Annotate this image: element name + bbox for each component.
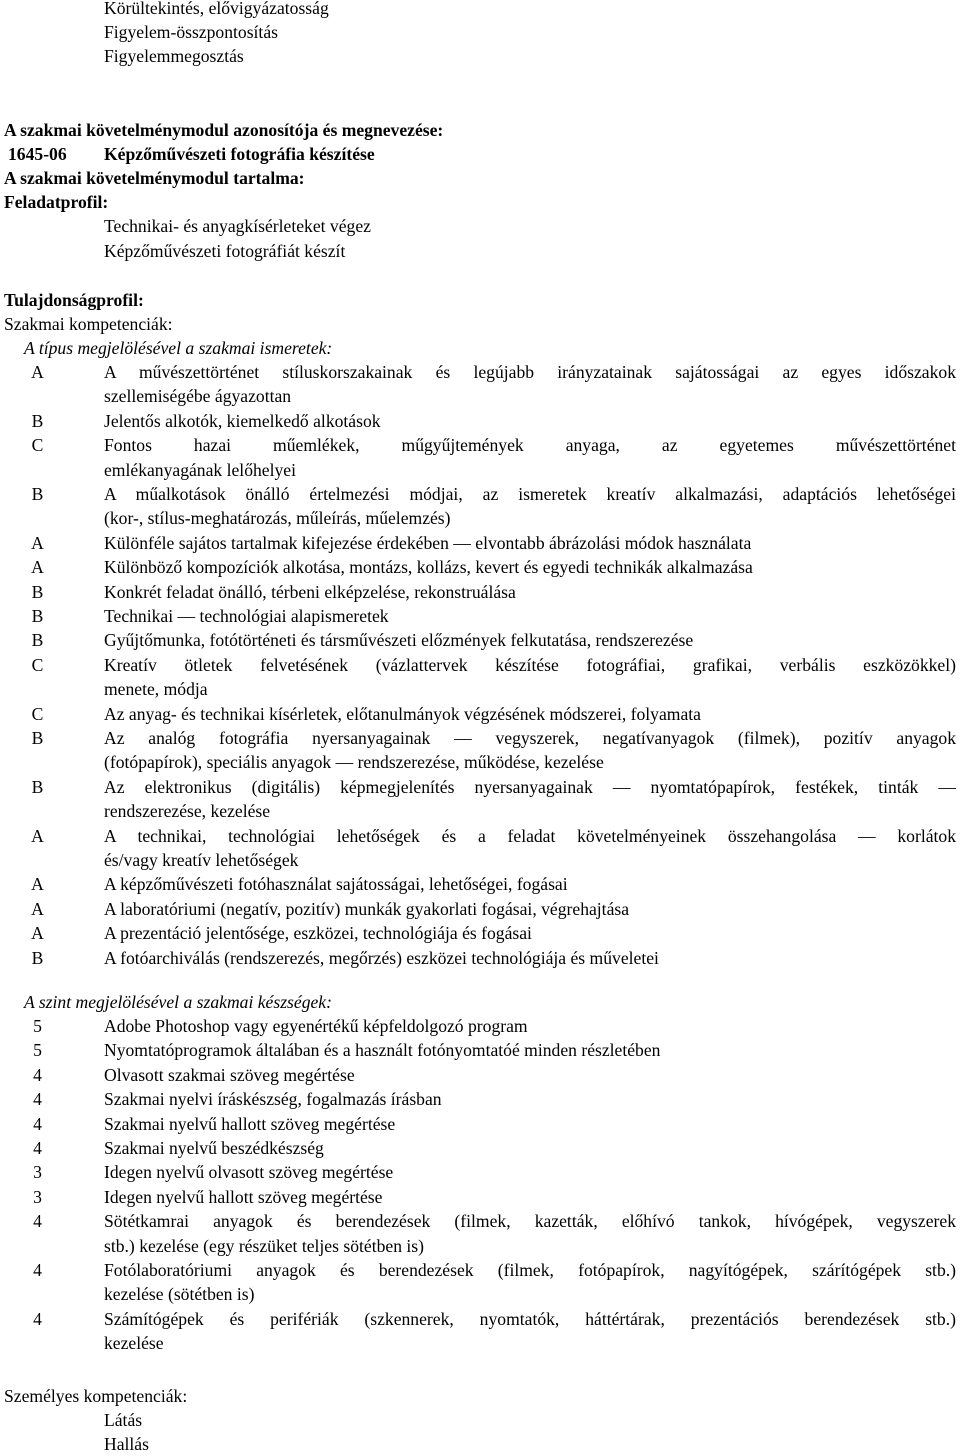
task-profile-item: Képzőművészeti fotográfiát készít [104,241,346,261]
top-list-item: Figyelem-összpontosítás [104,22,278,42]
knowledge-item-code: C [31,654,44,675]
personal-competency-item: Hallás [104,1434,149,1454]
knowledge-item-text-continued: emlékanyagának lelőhelyei [104,459,296,480]
skill-item-code: 4 [33,1138,42,1158]
knowledge-item-text: Az elektronikus (digitális) képmegjelenítés nyersanyagainak — nyomtatópapírok, festékek, tinták — [104,776,956,797]
knowledge-item-text: Különféle sajátos tartalmak kifejezése érdekében — elvontabb ábrázolási módok használata [104,532,752,553]
knowledge-item-code: B [31,484,44,504]
knowledge-item-code: A [31,557,44,578]
knowledge-item-code: A [31,362,44,382]
skill-item-text-continued: kezelése (sötétben is) [104,1284,255,1305]
skill-item-text: Fotólaboratóriumi anyagok és berendezések (filmek, fotópapírok, nagyítógépek, szárítógépek stb.) [104,1260,956,1280]
skill-item-code: 4 [33,1089,42,1110]
skill-item-text-continued: kezelése [104,1333,164,1354]
property-profile-heading: Tulajdonságprofil: [4,290,144,310]
module-id-name: Képzőművészeti fotográfia készítése [104,144,375,164]
skill-item-text: Szakmai nyelvi íráskészség, fogalmazás írásban [104,1089,442,1110]
knowledge-item-text: Különböző kompozíciók alkotása, montázs, kollázs, kevert és egyedi technikák alkalmazása [104,557,753,578]
task-profile-item: Technikai- és anyagkísérleteket végez [104,216,371,236]
knowledge-item-text-continued: (fotópapírok), speciális anyagok — rendszerezése, működése, kezelése [104,752,604,773]
knowledge-item-text-continued: és/vagy kreatív lehetőségek [104,849,299,870]
skill-item-code: 4 [33,1308,42,1329]
knowledge-item-code: B [31,776,44,797]
knowledge-item-text: Az analóg fotográfia nyersanyagainak — vegyszerek, negatívanyagok (filmek), pozitív anyagok [104,728,956,748]
knowledge-item-code: A [31,898,44,919]
knowledge-item-code: C [31,703,44,724]
skill-item-text: Szakmai nyelvű beszédkészség [104,1138,324,1158]
skill-item-code: 5 [33,1040,42,1061]
skill-item-text: Idegen nyelvű hallott szöveg megértése [104,1186,383,1207]
skill-item-text-continued: stb.) kezelése (egy részüket teljes sötétben is) [104,1235,424,1256]
skill-item-text: Szakmai nyelvű hallott szöveg megértése [104,1113,396,1134]
knowledge-item-text: Az anyag- és technikai kísérletek, előtanulmányok végzésének módszerei, folyamata [104,703,701,724]
knowledge-item-text: A fotóarchiválás (rendszerezés, megőrzés) eszközei technológiája és műveletei [104,947,659,968]
task-profile-heading: Feladatprofil: [4,192,109,212]
knowledge-item-code: B [31,728,44,748]
knowledge-item-text: A művészettörténet stíluskorszakainak és legújabb irányzatainak sajátosságai az egyes időszakok [104,362,956,382]
skill-item-code: 4 [33,1260,42,1280]
knowledge-item-text: A műalkotások önálló értelmezési módjai, az ismeretek kreatív alkalmazási, adaptációs lehetőségei [104,484,956,504]
skill-item-code: 3 [33,1162,42,1183]
skills-heading: A szint megjelölésével a szakmai készségek: [24,992,332,1012]
skill-item-text: Idegen nyelvű olvasott szöveg megértése [104,1162,394,1183]
knowledge-item-text-continued: szellemiségébe ágyazottan [104,386,292,407]
top-list-item: Figyelemmegosztás [104,46,244,66]
knowledge-item-code: B [31,630,44,651]
knowledge-item-code: B [31,410,44,431]
top-list-item: Körültekintés, elővigyázatosság [104,0,329,18]
module-id-heading: A szakmai követelménymodul azonosítója és megnevezése: [4,120,444,140]
knowledge-item-text: Jelentős alkotók, kiemelkedő alkotások [104,410,381,431]
knowledge-item-text: Gyűjtőmunka, fotótörténeti és társművészeti előzmények felkutatása, rendszerezése [104,630,694,651]
skill-item-text: Nyomtatóprogramok általában és a használt fotónyomtatóé minden részletében [104,1040,661,1061]
personal-competencies-heading: Személyes kompetenciák: [4,1386,188,1406]
skill-item-text: Olvasott szakmai szöveg megértése [104,1064,355,1085]
personal-competency-item: Látás [104,1410,143,1430]
knowledge-item-code: B [31,947,44,968]
skill-item-text: Adobe Photoshop vagy egyenértékű képfeldolgozó program [104,1016,528,1036]
skill-item-code: 4 [33,1064,42,1085]
knowledge-item-text: A technikai, technológiai lehetőségek és a feladat követelményeinek összehangolása — korlátok [104,825,956,846]
knowledge-item-text: Fontos hazai műemlékek, műgyűjtemények anyaga, az egyetemes művészettörténet [104,435,956,456]
professional-competencies-heading: Szakmai kompetenciák: [4,314,173,334]
knowledge-item-text: Konkrét feladat önálló, térbeni elképzelése, rekonstruálása [104,581,516,602]
skill-item-text: Számítógépek és perifériák (szkennerek, nyomtatók, háttértárak, prezentációs berendezések stb.) [104,1308,956,1329]
knowledge-item-text-continued: rendszerezése, kezelése [104,801,271,822]
knowledge-item-text: Kreatív ötletek felvetésének (vázlattervek készítése fotográfiai, grafikai, verbális eszközökkel) [104,654,956,675]
skill-item-code: 5 [33,1016,42,1036]
knowledge-item-code: A [31,923,44,944]
knowledge-item-code: A [31,874,44,895]
knowledge-item-text: A képzőművészeti fotóhasználat sajátosságai, lehetőségei, fogásai [104,874,568,895]
skill-item-code: 3 [33,1186,42,1207]
knowledge-item-text-continued: (kor-, stílus-meghatározás, műleírás, műelemzés) [104,508,451,529]
skill-item-code: 4 [33,1113,42,1134]
skill-item-code: 4 [33,1211,42,1232]
knowledge-item-code: B [31,606,44,626]
module-id-number: 1645-06 [8,144,67,164]
knowledge-item-text: A prezentáció jelentősége, eszközei, technológiája és fogásai [104,923,532,944]
knowledge-item-code: A [31,532,44,553]
knowledge-item-code: B [31,581,44,602]
module-content-heading: A szakmai követelménymodul tartalma: [4,168,305,188]
knowledge-item-text-continued: menete, módja [104,679,208,700]
knowledge-item-code: A [31,825,44,846]
knowledge-item-text: Technikai — technológiai alapismeretek [104,606,389,626]
skill-item-text: Sötétkamrai anyagok és berendezések (filmek, kazetták, előhívó tankok, hívógépek, vegyszerek [104,1211,956,1232]
knowledge-item-code: C [31,435,44,456]
knowledge-item-text: A laboratóriumi (negatív, pozitív) munkák gyakorlati fogásai, végrehajtása [104,898,630,919]
knowledge-heading: A típus megjelölésével a szakmai ismeretek: [24,338,333,358]
